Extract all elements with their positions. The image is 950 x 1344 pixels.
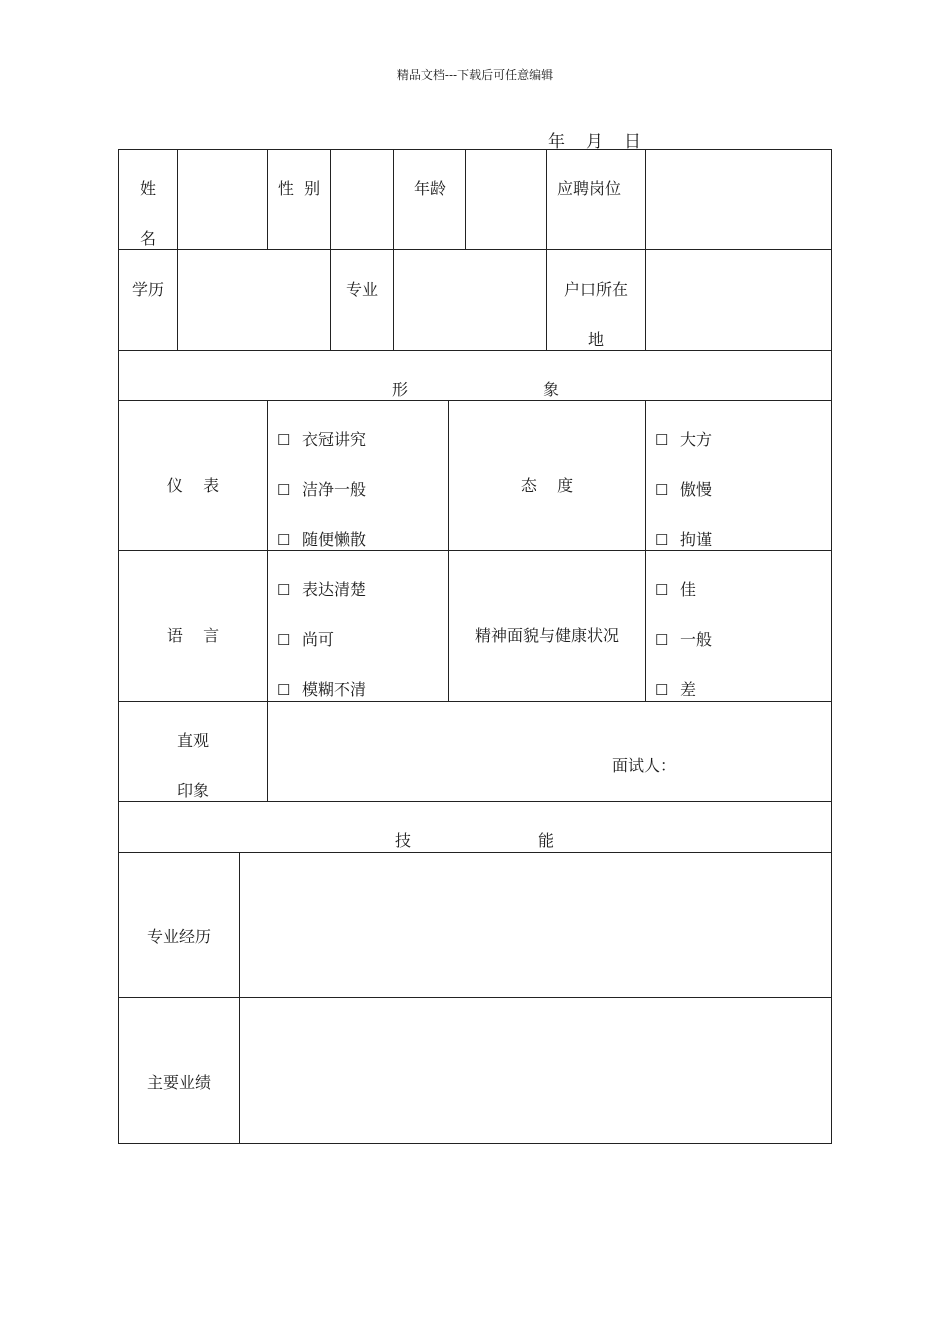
impression-label-bottom: 印象: [176, 781, 210, 800]
table-line: [465, 149, 466, 249]
option-poor: 差: [680, 680, 697, 699]
achievements-label: 主要业绩: [146, 1073, 212, 1092]
option-dressed-well: 衣冠讲究: [302, 430, 367, 449]
impression-label-top: 直观: [176, 731, 210, 750]
table-line: [118, 550, 832, 551]
option-acceptable: 尚可: [302, 630, 335, 649]
option-reserved: 拘谨: [680, 530, 713, 549]
table-line: [267, 149, 268, 249]
page-header: 精品文档---下载后可任意编辑: [396, 68, 554, 82]
appearance-label: 仪 表: [166, 476, 220, 495]
table-line: [239, 852, 240, 1143]
attitude-label: 态 度: [520, 476, 574, 495]
language-label: 语 言: [166, 626, 220, 645]
date-month: 月: [586, 132, 603, 152]
table-line: [118, 249, 832, 250]
date-day: 日: [624, 132, 641, 152]
section-appearance-right: 象: [542, 380, 560, 399]
checkbox-reserved[interactable]: ☐: [655, 531, 669, 549]
checkbox-average[interactable]: ☐: [655, 631, 669, 649]
name-label-bottom: 名: [139, 229, 157, 248]
age-label: 年龄: [413, 179, 447, 198]
table-line: [393, 149, 394, 350]
section-skill-left: 技: [394, 831, 412, 850]
table-line: [645, 400, 646, 701]
table-line: [118, 149, 832, 150]
position-label: 应聘岗位: [556, 179, 622, 198]
checkbox-unclear[interactable]: ☐: [277, 681, 291, 699]
education-label: 学历: [131, 280, 165, 299]
table-line: [831, 149, 832, 1143]
hukou-label-top: 户口所在: [563, 280, 629, 299]
checkbox-poor[interactable]: ☐: [655, 681, 669, 699]
option-average: 一般: [680, 630, 713, 649]
table-line: [118, 997, 832, 998]
table-line: [118, 350, 832, 351]
table-line: [645, 149, 646, 350]
table-line: [267, 400, 268, 801]
table-line: [448, 400, 449, 701]
interviewer-label: 面试人：: [612, 756, 677, 775]
checkbox-good[interactable]: ☐: [655, 581, 669, 599]
table-line: [118, 149, 119, 1143]
checkbox-clean-average[interactable]: ☐: [277, 481, 291, 499]
option-generous: 大方: [680, 430, 713, 449]
option-casual-sloppy: 随便懒散: [302, 530, 367, 549]
major-label: 专业: [345, 280, 379, 299]
hukou-label-bottom: 地: [587, 330, 605, 349]
table-line: [118, 701, 832, 702]
date-year: 年: [548, 132, 565, 152]
option-good: 佳: [680, 580, 697, 599]
checkbox-articulate[interactable]: ☐: [277, 581, 291, 599]
table-line: [118, 852, 832, 853]
checkbox-dressed-well[interactable]: ☐: [277, 431, 291, 449]
section-appearance-left: 形: [391, 380, 409, 399]
checkbox-arrogant[interactable]: ☐: [655, 481, 669, 499]
section-skill-right: 能: [537, 831, 555, 850]
gender-label: 性 别: [277, 179, 321, 198]
checkbox-casual-sloppy[interactable]: ☐: [277, 531, 291, 549]
checkbox-acceptable[interactable]: ☐: [277, 631, 291, 649]
name-label-top: 姓: [139, 179, 157, 198]
spirit-health-label: 精神面貌与健康状况: [474, 626, 620, 645]
table-line: [118, 801, 832, 802]
checkbox-generous[interactable]: ☐: [655, 431, 669, 449]
option-clean-average: 洁净一般: [302, 480, 367, 499]
table-line: [546, 149, 547, 350]
option-articulate: 表达清楚: [302, 580, 367, 599]
table-line: [177, 149, 178, 350]
table-line: [118, 1143, 832, 1144]
option-unclear: 模糊不清: [302, 680, 367, 699]
table-line: [118, 400, 832, 401]
table-line: [330, 149, 331, 350]
option-arrogant: 傲慢: [680, 480, 713, 499]
experience-label: 专业经历: [146, 927, 212, 946]
